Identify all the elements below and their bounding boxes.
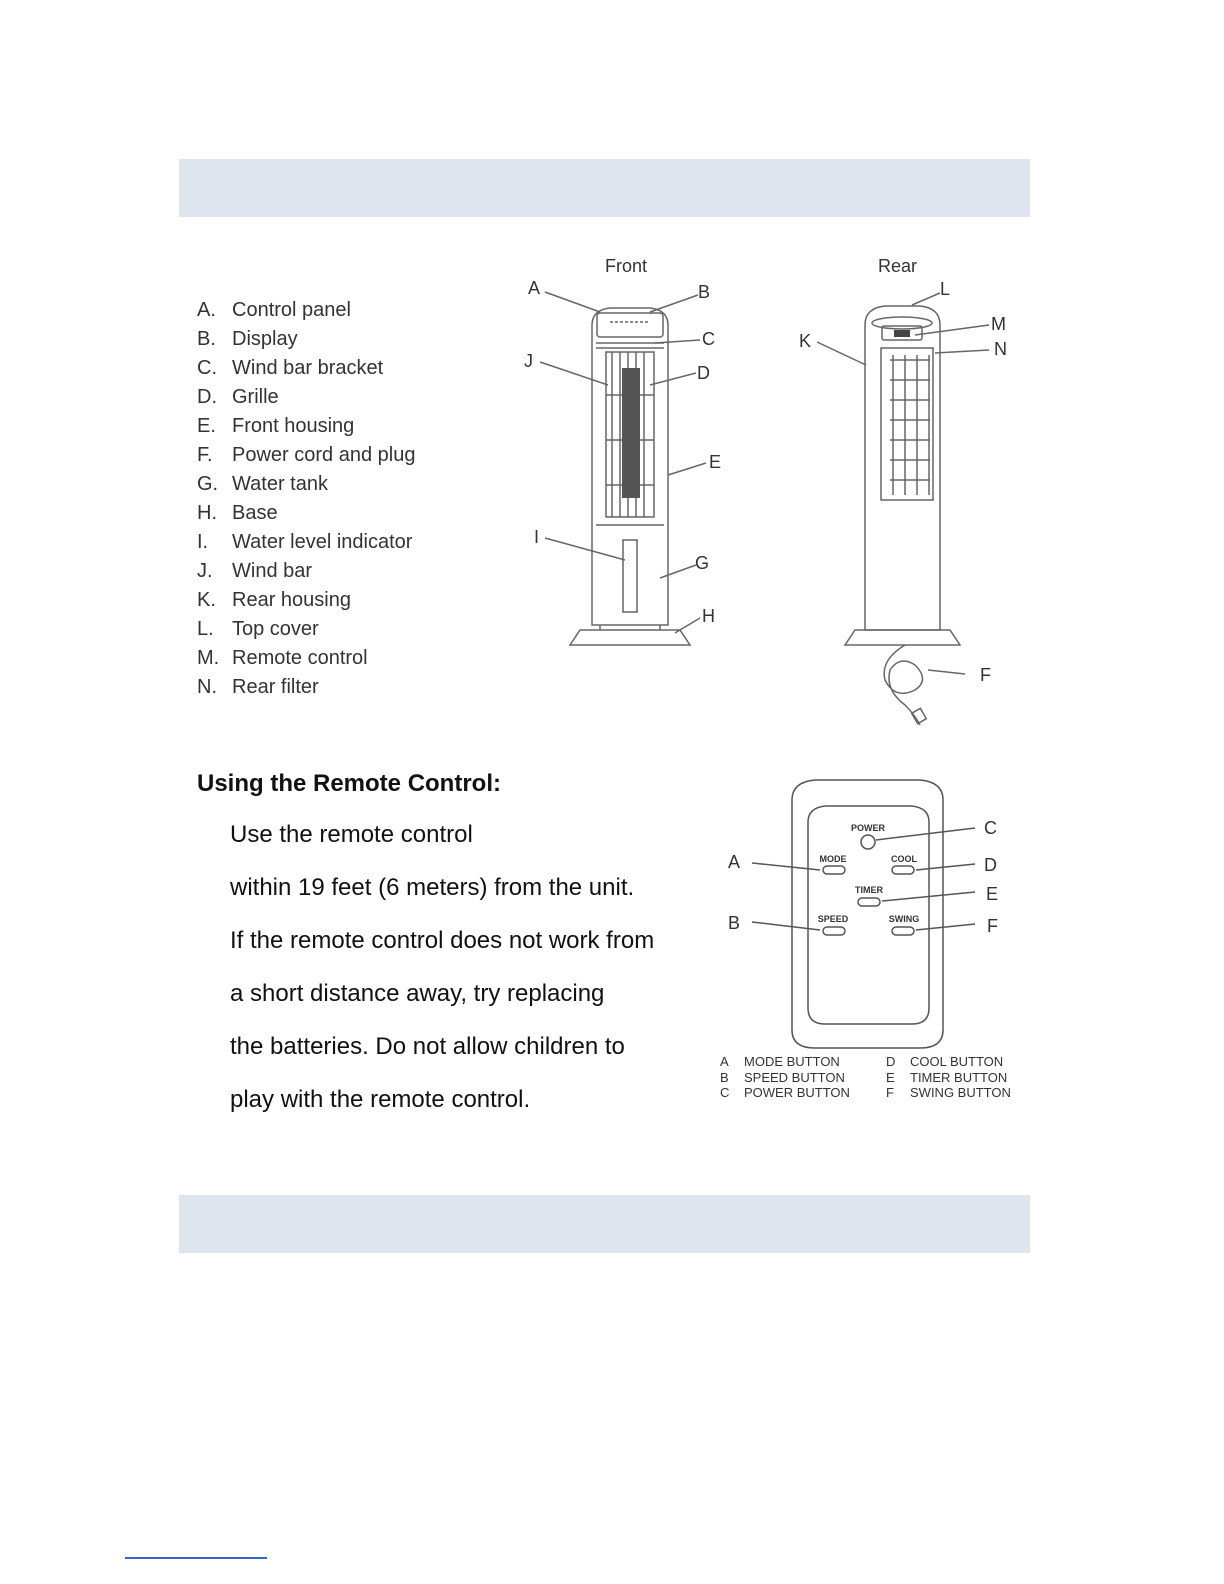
list-item: L. Top cover (197, 618, 319, 640)
callout-label: D (984, 855, 997, 875)
list-item: A. Control panel (197, 299, 351, 321)
remote-diagram (720, 770, 1020, 1055)
parts-list (197, 298, 415, 704)
callout-label: M (991, 314, 1006, 334)
speed-button-label: SPEED (817, 914, 849, 924)
front-title: Front (605, 256, 648, 276)
callout-label: C (984, 818, 997, 838)
mode-button-label: MODE (819, 854, 847, 864)
list-item: C. Wind bar bracket (197, 357, 384, 379)
remote-instructions (230, 808, 654, 1126)
callout-label: A (528, 278, 541, 298)
callout-label: E (709, 452, 722, 472)
legend-row: D COOL BUTTON (886, 1054, 1004, 1069)
callout-label: G (695, 553, 710, 573)
rear-title: Rear (878, 256, 918, 276)
callout-label: C (702, 329, 715, 349)
instruction-line: the batteries. Do not allow children to (230, 1033, 625, 1060)
instruction-line: Use the remote control (230, 821, 473, 848)
callout-label: E (986, 884, 999, 904)
instruction-line: a short distance away, try replacing (230, 980, 605, 1007)
front-unit-illustration (570, 308, 690, 645)
power-button-label: POWER (850, 823, 886, 833)
callout-label: B (728, 913, 741, 933)
legend-row: C POWER BUTTON (720, 1085, 850, 1100)
unit-diagram (500, 240, 1030, 740)
list-item: I. Water level indicator (197, 531, 413, 553)
list-item: J. Wind bar (197, 560, 313, 582)
callout-label: F (987, 916, 998, 936)
callout-label: A (728, 852, 741, 872)
rear-unit-illustration (845, 306, 960, 725)
list-item: D. Grille (197, 386, 279, 408)
callout-label: L (940, 279, 951, 299)
callout-label: K (799, 331, 812, 351)
callout-label: H (702, 606, 715, 626)
section-header-band-top (179, 159, 1030, 217)
callout-label: F (980, 665, 991, 685)
list-item: K. Rear housing (197, 589, 351, 611)
callout-label: J (524, 351, 533, 371)
legend-row: E TIMER BUTTON (886, 1069, 1008, 1085)
timer-button-label: TIMER (855, 885, 883, 895)
footnote-separator (125, 1557, 267, 1559)
callout-label: B (698, 282, 711, 302)
cool-button-label: COOL (891, 854, 917, 864)
instruction-line: play with the remote control. (230, 1086, 531, 1113)
remote-legend-right (886, 1054, 1011, 1101)
list-item: E. Front housing (197, 415, 355, 437)
instruction-line: within 19 feet (6 meters) from the unit. (230, 874, 635, 901)
list-item: N. Rear filter (197, 676, 319, 698)
swing-button-label: SWING (888, 914, 920, 924)
legend-row: A MODE BUTTON (720, 1054, 840, 1069)
section-header-band-bottom (179, 1195, 1030, 1253)
list-item: F. Power cord and plug (197, 444, 416, 466)
callout-label: I (534, 527, 540, 547)
list-item: M. Remote control (197, 647, 368, 669)
legend-row: F SWING BUTTON (886, 1085, 1011, 1100)
list-item: H. Base (197, 502, 278, 524)
instruction-line: If the remote control does not work from (230, 927, 655, 954)
list-item: B. Display (197, 328, 298, 350)
callout-label: N (994, 339, 1007, 359)
list-item: G. Water tank (197, 473, 328, 495)
legend-row: B SPEED BUTTON (720, 1069, 845, 1085)
callout-label: D (697, 363, 710, 383)
remote-section-heading: Using the Remote Control: (197, 770, 501, 797)
remote-legend-left (720, 1054, 850, 1101)
